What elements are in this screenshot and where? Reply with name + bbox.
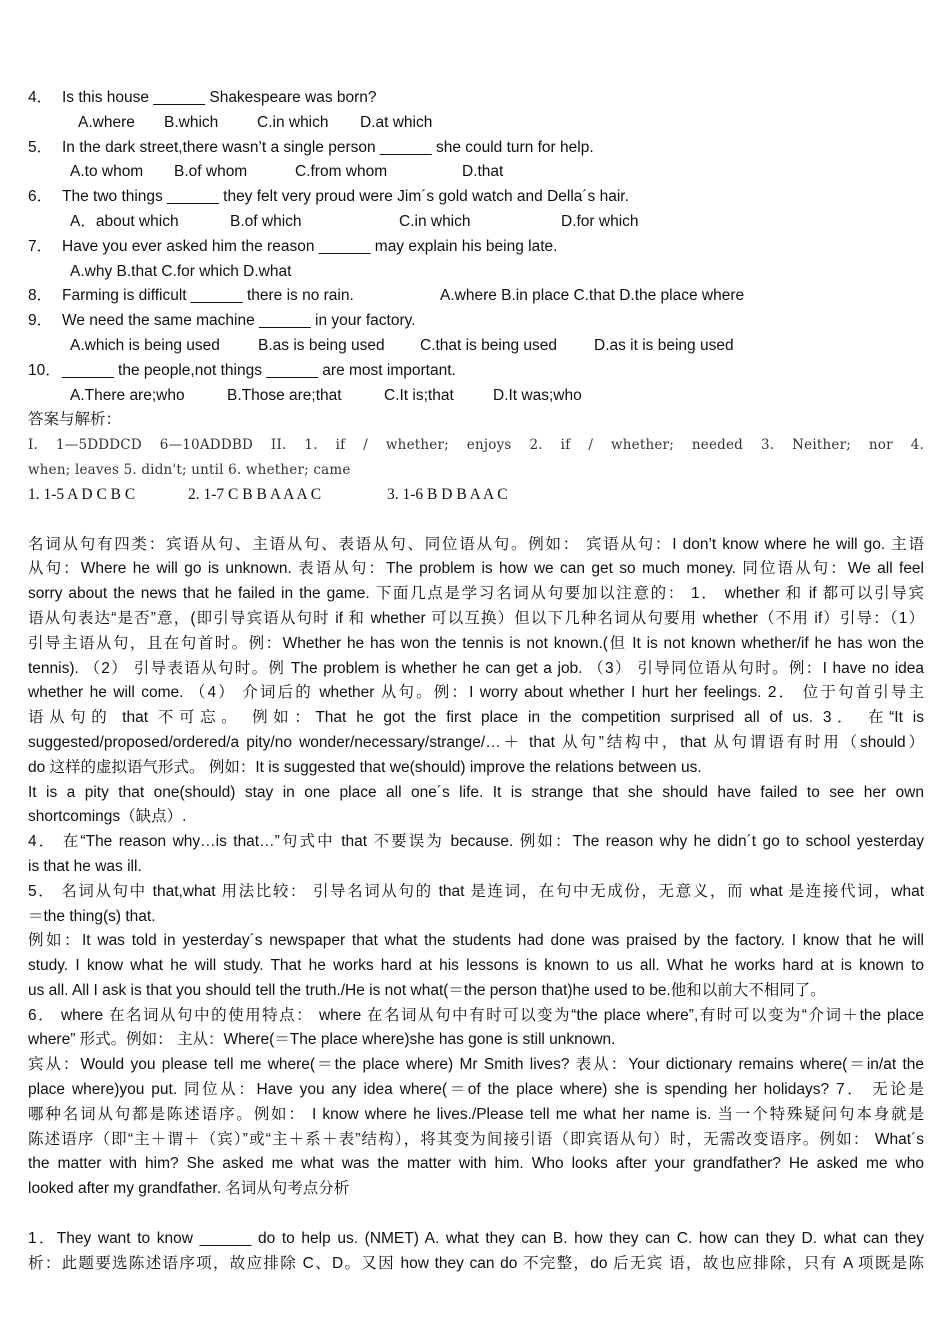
option-b: B.of whom <box>174 163 248 181</box>
explanation-line: 名词从句有四类：宾语从句、主语从句、表语从句、同位语从句。例如： 宾语从句：I don’t know where he will go. 主语 <box>28 535 924 553</box>
question-number: 8． <box>28 287 53 305</box>
option-c: C.It is;that <box>384 386 454 404</box>
question-stem: The two things ______ they felt very proud were Jim´s gold watch and Della´s hair. <box>62 188 629 206</box>
question-9-options <box>28 334 924 359</box>
analysis-line: 1．They want to know ______ do to help us. (NMET) A. what they can B. how they can C. how can they D. what can they <box>28 1230 924 1248</box>
answers-line-3 <box>28 483 924 508</box>
option-d: D.as it is being used <box>594 336 734 354</box>
explanation-line: 语从句的 that 不可忘。 例如：That he got the first place in the competition surprised all of us. 3． 在“It is <box>28 709 924 727</box>
answers-line-1: I. 1—5DDDCD 6—10ADDBD II. 1. if / whether; enjoys 2. if / whether; needed 3. Neither; nor 4. <box>28 437 924 454</box>
explanation-line: the matter with him? She asked me what was the matter with him. Who looks after your grandfather? He asked me who <box>28 1155 924 1173</box>
explanation-line: suggested/proposed/ordered/a pity/no wonder/necessary/strange/…＋ that 从句”结构中，that 从句谓语有时用（should） <box>28 733 924 751</box>
question-7 <box>28 235 924 260</box>
option-a: A.which is being used <box>70 336 220 354</box>
option-d: D.that <box>462 163 504 181</box>
question-8-options: A.where B.in place C.that D.the place where <box>440 287 745 305</box>
explanation-line: looked after my grandfather. 名词从句考点分析 <box>28 1180 350 1198</box>
explanation-line: 宾从：Would you please tell me where(＝the place where) Mr Smith lives? 表从：Your dictionary remains where(＝in/at the <box>28 1056 924 1074</box>
question-6-options <box>28 210 924 235</box>
option-a: A.where <box>78 113 135 131</box>
question-stem: We need the same machine ______ in your factory. <box>62 312 416 330</box>
option-c: C.from whom <box>295 163 388 181</box>
explanation-line: 引导主语从句，且在句首时。例：Whether he has won the tennis is not known.(但 It is not known whether/if he has won the <box>28 634 924 652</box>
question-6 <box>28 185 924 210</box>
explanation-line: 4． 在“The reason why…is that…”句式中 that 不要误为 because. 例如：The reason why he didn´t go to school yesterday <box>28 833 924 851</box>
question-number: 6． <box>28 188 53 206</box>
explanation-line: tennis). （2） 引导表语从句时。例 The problem is whether he can get a job. （3） 引导同位语从句时。例：I have no idea <box>28 659 924 677</box>
option-c: C.in which <box>399 212 471 230</box>
question-4-options <box>28 111 924 136</box>
option-a: A.There are;who <box>70 386 185 404</box>
explanation-line: study. I know what he will study. That he works hard at his lessons is known to us all. What he works hard at is known to <box>28 957 924 975</box>
question-stem: Have you ever asked him the reason ______ may explain his being late. <box>62 237 558 255</box>
question-number: 4． <box>28 89 53 106</box>
explanation-line: us all. All I ask is that you should tell the truth./He is not what(＝the person that)he used to be.他和以前大不相同了。 <box>28 981 826 999</box>
explanation-line: It is a pity that one(should) stay in one place all one´s life. It is strange that she should have failed to see her own <box>28 783 924 801</box>
option-c: C.that is being used <box>420 336 558 354</box>
question-number: 9． <box>28 312 53 330</box>
analysis-line: 析：此题要选陈述语序项，故应排除 C、D。又因 how they can do 不完整，do 后无宾 语，故也应排除，只有 A 项既是陈 <box>28 1254 924 1272</box>
option-a: A．about which <box>70 212 179 230</box>
question-number: 10． <box>28 361 61 379</box>
explanation-line: 6． where 在名词从句中的使用特点： where 在名词从句中有时可以变为“the place where”,有时可以变为“介词＋the place <box>28 1006 924 1024</box>
explanation-line: shortcomings（缺点）. <box>28 808 187 826</box>
question-5-options <box>28 160 924 185</box>
option-b: B.which <box>164 113 219 131</box>
answers-line-2: when; leaves 5. didn't; until 6. whether; came <box>28 461 351 478</box>
explanation-line: 哪种名词从句都是陈述语序。例如： I know where he lives./Please tell me what her name is. 当一个特殊疑问句本身就是 <box>28 1105 924 1123</box>
explanation-line: 例如：It was told in yesterday´s newspaper that what the students had done was praised by the factory. I know that he will <box>28 932 924 950</box>
option-d: D.for which <box>561 212 639 230</box>
option-b: B.of which <box>230 212 302 230</box>
question-9 <box>28 309 924 334</box>
explanation-line: 5． 名词从句中 that,what 用法比较： 引导名词从句的 that 是连词，在句中无成份，无意义，而 what 是连接代词，what <box>28 882 924 900</box>
explanation-line: sorry about the news that he failed in the game. 下面几点是学习名词从句要加以注意的： 1． whether 和 if 都可以引导宾 <box>28 585 924 603</box>
explanation-line: 陈述语序（即“主＋谓＋（宾）”或“主＋系＋表”结构），将其变为间接引语（即宾语从句）时，无需改变语序。例如： What´s <box>28 1130 924 1148</box>
option-b: B.Those are;that <box>227 386 342 404</box>
answers-heading: 答案与解析： <box>28 411 122 429</box>
explanation-line: is that he was ill. <box>28 857 142 875</box>
option-d: D.at which <box>360 113 433 131</box>
explanation-line: place where)you put. 同位从：Have you any idea where(＝of the place where) she is spending her holidays? 7． 无论是 <box>28 1081 924 1099</box>
option-d: D.It was;who <box>493 386 582 404</box>
question-10-options <box>28 384 924 409</box>
exam-point-analysis <box>28 1227 924 1277</box>
option-a: A.to whom <box>70 163 144 181</box>
explanation-line: 语从句表达“是否”意，(即引导宾语从句时 if 和 whether 可以互换）但以下几种名词从句要用 whether（不用 if）引导：（1） <box>28 609 924 627</box>
question-stem: In the dark street,there wasn’t a single person ______ she could turn for help. <box>62 138 594 156</box>
question-8 <box>28 284 924 309</box>
explanation-line: 从句：Where he will go is unknown. 表语从句：The problem is how we can get so much money. 同位语从句：We all feel <box>28 560 924 578</box>
question-stem: ______ the people,not things ______ are most important. <box>62 361 456 379</box>
question-number: 7． <box>28 237 53 255</box>
question-10 <box>28 359 924 384</box>
explanation-line: do 这样的虚拟语气形式。 例如：It is suggested that we(should) improve the relations between us. <box>28 758 702 776</box>
explanation-line: whether he will come. （4） 介词后的 whether 从句。例：I worry about whether I hurt her feelings. 2． 位于句首引导主 <box>28 684 924 702</box>
question-number: 5． <box>28 138 53 156</box>
question-5 <box>28 136 924 161</box>
question-stem: Is this house ______ Shakespeare was born? <box>62 89 377 106</box>
option-b: B.as is being used <box>258 336 385 354</box>
option-c: C.in which <box>257 113 329 131</box>
explanation-line: ＝the thing(s) that. <box>28 907 156 925</box>
question-stem: Farming is difficult ______ there is no rain. <box>62 287 354 305</box>
question-4 <box>28 86 924 111</box>
question-7-options: A.why B.that C.for which D.what <box>70 262 292 280</box>
answer-key-3: 3. 1-6 B D B A A C <box>387 485 508 503</box>
answer-key-1: 1. 1-5 A D C B C <box>28 485 136 503</box>
grammar-explanation <box>28 533 924 1203</box>
explanation-line: where” 形式。例如： 主从：Where(＝The place where)she has gone is still unknown. <box>28 1031 616 1049</box>
answer-key-2: 2. 1-7 C B B A A A C <box>188 485 322 503</box>
